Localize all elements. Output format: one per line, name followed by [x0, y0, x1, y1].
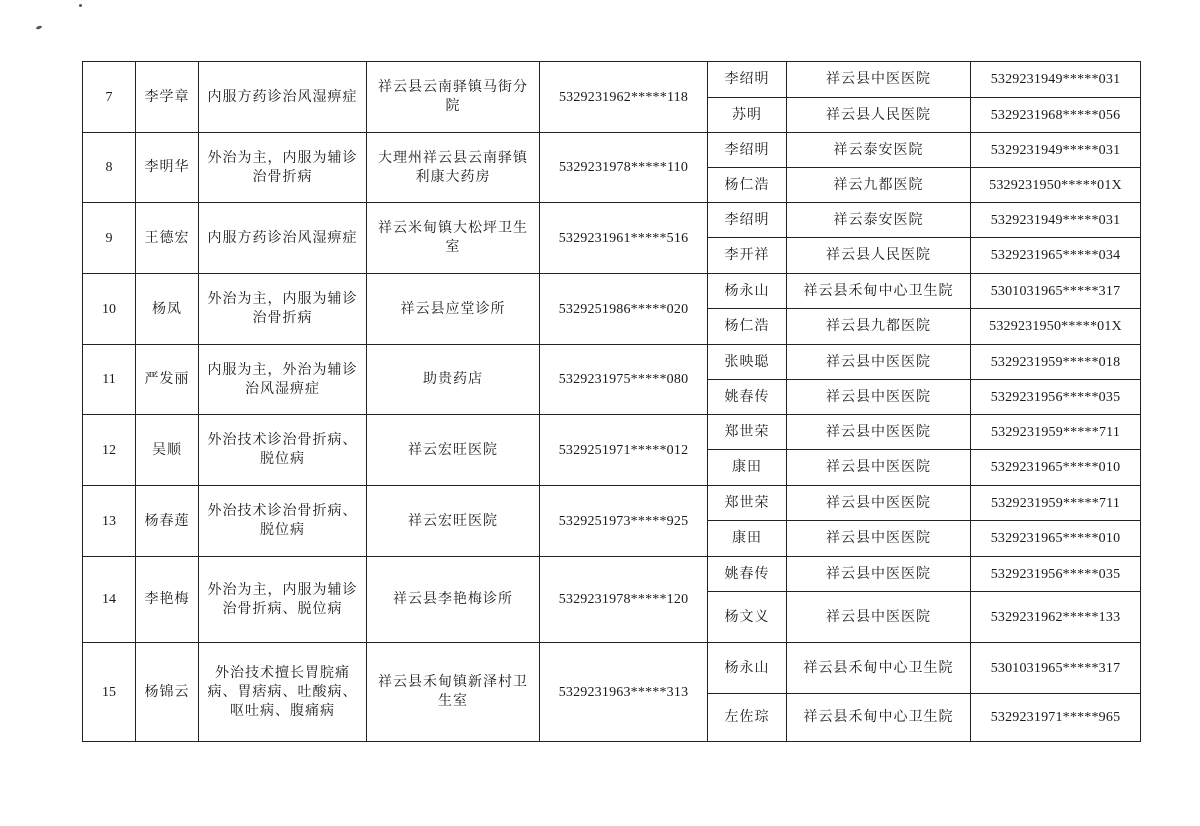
referee-name: 杨永山 [708, 643, 787, 694]
referee-name: 郑世荣 [708, 415, 787, 450]
referee-id: 5329231965*****010 [971, 521, 1141, 557]
referee-name: 张映聪 [708, 345, 787, 380]
institution: 祥云县云南驿镇马街分院 [367, 62, 540, 133]
row-number: 13 [83, 486, 136, 557]
institution: 祥云宏旺医院 [367, 415, 540, 486]
referee-hospital: 祥云县禾甸中心卫生院 [787, 694, 971, 742]
referee-name: 李开祥 [708, 238, 787, 274]
referee-id: 5329231965*****010 [971, 450, 1141, 486]
referee-name: 杨仁浩 [708, 168, 787, 203]
referee-id: 5329231950*****01X [971, 309, 1141, 345]
institution: 祥云县李艳梅诊所 [367, 557, 540, 643]
referee-id: 5329231949*****031 [971, 203, 1141, 238]
referee-hospital: 祥云县中医医院 [787, 415, 971, 450]
referee-hospital: 祥云县禾甸中心卫生院 [787, 643, 971, 694]
referee-hospital: 祥云九都医院 [787, 168, 971, 203]
referee-id: 5329231956*****035 [971, 557, 1141, 592]
institution: 祥云米甸镇大松坪卫生室 [367, 203, 540, 274]
applicant-name: 李艳梅 [136, 557, 199, 643]
row-number: 15 [83, 643, 136, 742]
specialty: 外治为主，内服为辅诊治骨折病、脱位病 [199, 557, 367, 643]
table-row [83, 274, 1141, 309]
referee-hospital: 祥云县中医医院 [787, 62, 971, 98]
referee-hospital: 祥云县人民医院 [787, 238, 971, 274]
referee-hospital: 祥云县中医医院 [787, 450, 971, 486]
referee-hospital: 祥云县中医医院 [787, 345, 971, 380]
row-number: 10 [83, 274, 136, 345]
referee-id: 5329231971*****965 [971, 694, 1141, 742]
referee-name: 郑世荣 [708, 486, 787, 521]
referee-id: 5329231949*****031 [971, 62, 1141, 98]
institution: 助贵药店 [367, 345, 540, 415]
referee-hospital: 祥云县中医医院 [787, 557, 971, 592]
referee-name: 苏明 [708, 98, 787, 133]
referee-id: 5329231962*****133 [971, 592, 1141, 643]
specialty: 外治为主，内服为辅诊治骨折病 [199, 274, 367, 345]
table-row [83, 557, 1141, 592]
referee-name: 左佐琮 [708, 694, 787, 742]
applicant-id: 5329231978*****110 [540, 133, 708, 203]
row-number: 8 [83, 133, 136, 203]
table-row [83, 203, 1141, 238]
applicant-id: 5329251971*****012 [540, 415, 708, 486]
applicant-name: 杨凤 [136, 274, 199, 345]
applicant-name: 杨春莲 [136, 486, 199, 557]
table-row [83, 415, 1141, 450]
applicant-id: 5329251973*****925 [540, 486, 708, 557]
applicant-name: 吴顺 [136, 415, 199, 486]
referee-hospital: 祥云县中医医院 [787, 380, 971, 415]
applicant-name: 李明华 [136, 133, 199, 203]
referee-id: 5329231949*****031 [971, 133, 1141, 168]
referee-hospital: 祥云泰安医院 [787, 133, 971, 168]
institution: 大理州祥云县云南驿镇利康大药房 [367, 133, 540, 203]
referee-id: 5329231956*****035 [971, 380, 1141, 415]
referee-hospital: 祥云县中医医院 [787, 521, 971, 557]
specialty: 内服方药诊治风湿痹症 [199, 203, 367, 274]
referee-hospital: 祥云县人民医院 [787, 98, 971, 133]
referee-name: 杨文义 [708, 592, 787, 643]
referee-id: 5301031965*****317 [971, 274, 1141, 309]
row-number: 9 [83, 203, 136, 274]
applicant-id: 5329231978*****120 [540, 557, 708, 643]
institution: 祥云宏旺医院 [367, 486, 540, 557]
referee-name: 李绍明 [708, 133, 787, 168]
referee-name: 康田 [708, 521, 787, 557]
referee-name: 李绍明 [708, 203, 787, 238]
applicant-name: 严发丽 [136, 345, 199, 415]
row-number: 12 [83, 415, 136, 486]
referee-hospital: 祥云泰安医院 [787, 203, 971, 238]
specialty: 内服为主，外治为辅诊治风湿痹症 [199, 345, 367, 415]
referee-id: 5329231965*****034 [971, 238, 1141, 274]
referee-name: 姚春传 [708, 557, 787, 592]
row-number: 11 [83, 345, 136, 415]
specialty: 外治技术诊治骨折病、脱位病 [199, 415, 367, 486]
applicant-id: 5329231963*****313 [540, 643, 708, 742]
applicant-name: 李学章 [136, 62, 199, 133]
applicant-name: 杨锦云 [136, 643, 199, 742]
referee-id: 5329231968*****056 [971, 98, 1141, 133]
table-row [83, 643, 1141, 694]
applicant-id: 5329231961*****516 [540, 203, 708, 274]
referee-id: 5329231959*****711 [971, 415, 1141, 450]
referee-id: 5301031965*****317 [971, 643, 1141, 694]
row-number: 14 [83, 557, 136, 643]
applicant-name: 王德宏 [136, 203, 199, 274]
referee-name: 姚春传 [708, 380, 787, 415]
referee-name: 杨永山 [708, 274, 787, 309]
applicant-id: 5329251986*****020 [540, 274, 708, 345]
scan-speck [79, 4, 82, 7]
specialty: 外治技术诊治骨折病、脱位病 [199, 486, 367, 557]
referee-id: 5329231950*****01X [971, 168, 1141, 203]
applicant-id: 5329231975*****080 [540, 345, 708, 415]
institution: 祥云县禾甸镇新泽村卫生室 [367, 643, 540, 742]
referee-hospital: 祥云县中医医院 [787, 592, 971, 643]
referee-hospital: 祥云县九都医院 [787, 309, 971, 345]
table-row [83, 133, 1141, 168]
institution: 祥云县应堂诊所 [367, 274, 540, 345]
scan-speck [36, 25, 43, 30]
referee-hospital: 祥云县禾甸中心卫生院 [787, 274, 971, 309]
referee-id: 5329231959*****018 [971, 345, 1141, 380]
specialty: 外治技术擅长胃脘痛病、胃痞病、吐酸病、呕吐病、腹痛病 [199, 643, 367, 742]
table-row [83, 345, 1141, 380]
referee-name: 康田 [708, 450, 787, 486]
referee-name: 李绍明 [708, 62, 787, 98]
row-number: 7 [83, 62, 136, 133]
table-row [83, 62, 1141, 98]
referee-id: 5329231959*****711 [971, 486, 1141, 521]
referee-hospital: 祥云县中医医院 [787, 486, 971, 521]
table-row [83, 486, 1141, 521]
specialty: 内服方药诊治风湿痹症 [199, 62, 367, 133]
applicant-id: 5329231962*****118 [540, 62, 708, 133]
referee-name: 杨仁浩 [708, 309, 787, 345]
registry-table [82, 61, 1141, 742]
specialty: 外治为主，内服为辅诊治骨折病 [199, 133, 367, 203]
